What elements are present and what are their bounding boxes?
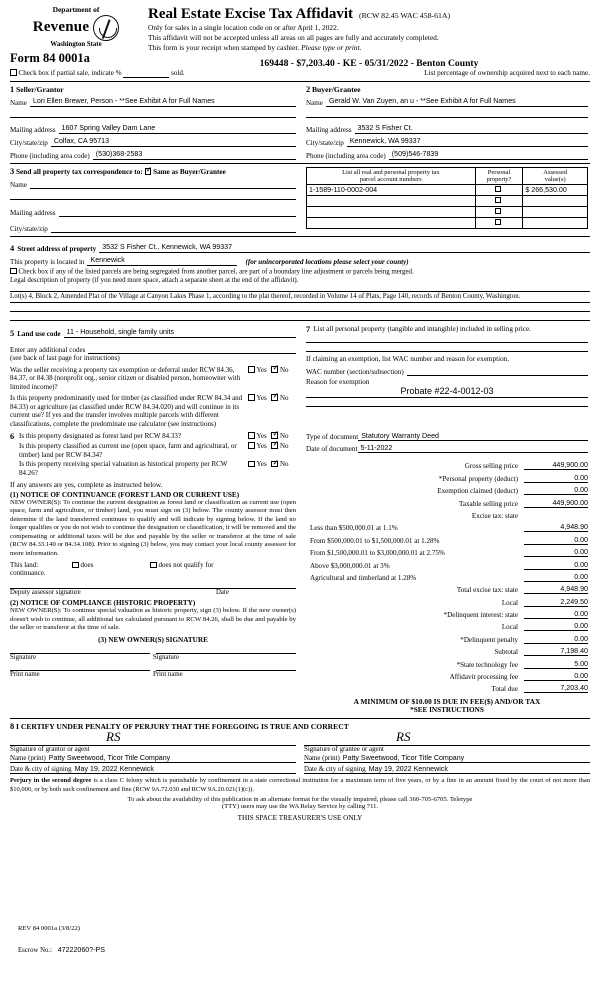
seller-heading: Seller/Grantor xyxy=(15,84,64,94)
segregation-label: Check box if any of the listed parcels are being segregated from another parcel, are part of a boundary line adjustment or parcels being merged. xyxy=(18,268,414,276)
land-does-label: does xyxy=(80,561,94,570)
doc-date-value[interactable]: 5-11-2022 xyxy=(358,444,589,453)
section4-heading: Street address of property xyxy=(17,244,97,253)
table-row xyxy=(307,206,588,217)
this-land-label: This land: xyxy=(10,561,39,570)
assessed-value-0[interactable]: $ 266,530.00 xyxy=(523,184,588,195)
partial-sale-input[interactable] xyxy=(123,69,169,78)
new-owner-print1-label: Print name xyxy=(10,670,40,678)
s6q3-no-checkbox[interactable] xyxy=(271,461,278,468)
buyer-name-label: Name xyxy=(306,98,323,107)
parcel-number-3[interactable] xyxy=(307,217,476,228)
personal-property-1[interactable] xyxy=(475,195,523,206)
escrow-label: Escrow No.: xyxy=(18,947,52,954)
buyer-name-value[interactable]: Gerald W. Van Zuyen, an u - **See Exhibit A for Full Names xyxy=(326,97,588,107)
buyer-heading: Buyer/Grantee xyxy=(311,84,361,94)
amount-label: Subtotal xyxy=(494,648,518,657)
percentage-note: List percentage of ownership acquired next to each name. xyxy=(424,68,590,77)
corr-mailing-label: Mailing address xyxy=(10,208,56,217)
section6-q2-answers[interactable] xyxy=(248,442,296,450)
new-owner-print2-label: Print name xyxy=(153,670,183,678)
grantor-name-value[interactable]: Patty Sweetwood, Ticor Title Company xyxy=(48,754,171,763)
personal-property-line-2[interactable] xyxy=(306,343,588,352)
personal-property-2[interactable] xyxy=(475,206,523,217)
section6-q2-text: Is this property classified as current use (open space, farm and agricultural, or timber) land per RCW 84.34? xyxy=(19,441,237,459)
reason-exemption-line-2[interactable] xyxy=(306,398,588,407)
if-any-yes-note: If any answers are yes, complete as instructed below. xyxy=(10,480,163,489)
see-instructions-note: *SEE INSTRUCTIONS xyxy=(410,706,484,715)
corr-name-value[interactable] xyxy=(30,179,296,189)
buyer-citystate-label: City/state/zip xyxy=(306,138,344,147)
amount-label: From $1,500,000.01 to $3,000,000.01 at 2.75% xyxy=(310,549,445,558)
q2-no-label: No xyxy=(279,393,289,402)
correspondence-section xyxy=(10,167,590,233)
amount-value[interactable]: 449,900.00 xyxy=(524,499,588,508)
amount-label: *Personal property (deduct) xyxy=(438,474,518,483)
minimum-due-note: A MINIMUM OF $10.00 IS DUE IN FEE($) AND/OR TAX xyxy=(353,697,541,707)
partial-sale-sold: sold. xyxy=(171,68,185,77)
section6-and-amounts xyxy=(10,432,590,714)
legal-description-text[interactable]: Lot(s) 4, Block 2, Amended Plat of the Village at Canyon Lakes Phase 1, according to the plat thereof, recorded in Volume 14 of Plats, Page 140, records of Benton County, Washington. xyxy=(10,292,590,302)
same-as-buyer-checkbox[interactable] xyxy=(145,168,152,175)
amount-value[interactable]: 5.00 xyxy=(524,660,588,669)
personal-checkbox-2[interactable] xyxy=(495,208,502,215)
corr-name-line-2[interactable] xyxy=(10,190,296,200)
parcel-table xyxy=(306,167,588,229)
department-line: Department of xyxy=(52,5,100,14)
personal-checkbox-3[interactable] xyxy=(495,219,502,226)
section6-block xyxy=(10,432,302,714)
assessed-value-3[interactable] xyxy=(523,217,588,228)
parcel-col-header: List all real and personal property tax parcel account numbers xyxy=(307,167,476,184)
amount-value[interactable]: 4,948.90 xyxy=(524,585,588,594)
section8-heading: I CERTIFY UNDER PENALTY OF PERJURY THAT THE FOREGOING IS TRUE AND CORRECT xyxy=(15,722,349,732)
assessed-value-1[interactable] xyxy=(523,195,588,206)
revision-footer: REV 84 0001a (3/8/22) xyxy=(18,925,80,932)
amount-value[interactable]: 0.00 xyxy=(524,486,588,495)
buyer-phone-label: Phone (including area code) xyxy=(306,151,386,160)
section5-number: 5 xyxy=(10,328,15,338)
section5-block xyxy=(10,325,302,429)
amount-row xyxy=(306,458,588,470)
amount-row xyxy=(306,582,588,594)
s6q1-yes-checkbox[interactable] xyxy=(248,432,255,439)
amount-row xyxy=(306,681,588,693)
personal-col-header: Personal property? xyxy=(475,167,523,184)
instruction-line-3-italic: Please type or print. xyxy=(301,42,362,52)
section4-number: 4 xyxy=(10,243,15,253)
located-in-value[interactable]: Kennewick xyxy=(87,256,237,266)
doc-type-label: Type of document xyxy=(306,432,359,441)
assessed-col-header: Assessed value(s) xyxy=(523,167,588,184)
grantee-signature-block xyxy=(304,729,590,774)
amount-row xyxy=(306,594,588,606)
perjury-heading: Perjury in the second degree xyxy=(10,777,92,785)
tax-calculation-list xyxy=(306,458,588,693)
form-number: Form 84 0001a xyxy=(10,50,90,65)
amount-label: Affidavit processing fee xyxy=(449,673,518,682)
parcel-number-2[interactable] xyxy=(307,206,476,217)
q1-yes-checkbox[interactable] xyxy=(248,366,255,373)
land-does-not-checkbox[interactable] xyxy=(150,562,157,569)
agency-block xyxy=(10,6,142,66)
amount-label: Above $3,000,000.01 at 3% xyxy=(310,561,390,570)
landuse-value[interactable]: 11 - Household, single family units xyxy=(64,328,296,338)
corr-name-label: Name xyxy=(10,180,27,189)
partial-sale-label: Check box if partial sale, indicate % xyxy=(18,68,122,77)
seller-citystate-value[interactable]: Colfax, CA 95713 xyxy=(51,137,296,147)
reason-exemption-value[interactable]: Probate #22-4-0012-03 xyxy=(306,386,588,398)
section6-q1-text: Is this property designated as forest land per RCW 84.33? xyxy=(19,431,182,440)
amount-row xyxy=(306,607,588,619)
s6q2-yes-label: Yes xyxy=(256,441,267,450)
grantee-date-value[interactable]: May 19, 2022 Kennewick xyxy=(368,765,448,774)
additional-codes-label: Enter any additional codes xyxy=(10,345,86,354)
section6-q3-answers[interactable] xyxy=(248,460,296,468)
amount-value[interactable]: 0.00 xyxy=(524,561,588,570)
doc-type-value[interactable]: Statutory Warranty Deed xyxy=(358,432,588,441)
s6q3-no-label: No xyxy=(279,460,289,469)
s6q3-yes-label: Yes xyxy=(256,460,267,469)
seller-phone-label: Phone (including area code) xyxy=(10,151,90,160)
page-title: Real Estate Excise Tax Affidavit xyxy=(148,6,353,22)
deputy-assessor-label: Deputy assessor signature xyxy=(10,589,81,597)
s6q1-yes-label: Yes xyxy=(256,431,267,440)
notice-continuance-title: (1) NOTICE OF CONTINUANCE (FOREST LAND OR CURRENT USE) xyxy=(10,490,240,499)
treasurer-space-label: THIS SPACE TREASURER'S USE ONLY xyxy=(237,814,363,823)
new-owner-sig1-label: Signature xyxy=(10,653,37,661)
section7-block xyxy=(302,325,588,429)
personal-checkbox-0[interactable] xyxy=(495,186,502,193)
grantor-date-label: Date & city of signing xyxy=(10,766,72,774)
seller-number: 1 xyxy=(10,84,15,94)
parties-section xyxy=(10,85,590,160)
amount-label: Taxable selling price xyxy=(459,499,518,508)
land-does-not-label: does not qualify for xyxy=(158,561,214,570)
seller-phone-value[interactable]: (530)368-2583 xyxy=(93,150,296,160)
section5-q1-text: Was the seller receiving a property tax exemption or deferral under RCW 84.36, 84.37, or 84.38 (nonprofit org., senior citizen or disabled person, homeowner with limited income)? xyxy=(10,365,241,392)
seller-name-label: Name xyxy=(10,98,27,107)
table-row xyxy=(307,184,588,195)
amount-value[interactable]: 449,900.00 xyxy=(524,461,588,470)
grantee-date-label: Date & city of signing xyxy=(304,766,366,774)
audit-stamp: 169448 - $7,203.40 - KE - 05/31/2022 - Benton County xyxy=(259,57,479,69)
amount-value[interactable]: 0.00 xyxy=(524,474,588,483)
parcel-number-0[interactable]: 1-1589-110-0002-004 xyxy=(307,184,476,195)
grantor-date-value[interactable]: May 19, 2022 Kennewick xyxy=(74,765,154,774)
amount-value[interactable]: 7,203.40 xyxy=(524,684,588,693)
divider-4 xyxy=(10,718,590,719)
divider-3 xyxy=(10,236,590,237)
amount-label: From $500,000.01 to $1,500,000.01 at 1.28% xyxy=(310,536,440,545)
deputy-date-label: Date xyxy=(216,589,229,597)
tty-note-2: (TTY) users may use the WA Relay Service by calling 711. xyxy=(221,803,379,811)
deputy-assessor-signature-line[interactable] xyxy=(10,577,296,589)
amounts-block xyxy=(302,432,588,714)
amount-value[interactable]: 2,249.50 xyxy=(524,598,588,607)
street-address-value[interactable]: 3532 S Fisher Ct., Kennewick, WA 99337 xyxy=(99,243,590,253)
amount-value[interactable]: 0.00 xyxy=(524,548,588,557)
buyer-mailing-value[interactable]: 3532 S Fisher Ct. xyxy=(355,124,588,134)
amount-row xyxy=(306,669,588,681)
new-owner-sig2-label: Signature xyxy=(153,653,180,661)
seller-name-line-2[interactable] xyxy=(10,108,296,118)
s6q2-no-checkbox[interactable] xyxy=(271,442,278,449)
s6q2-yes-checkbox[interactable] xyxy=(248,442,255,449)
amount-value[interactable]: 0.00 xyxy=(524,573,588,582)
legal-desc-line-4[interactable] xyxy=(10,312,590,321)
section8-number: 8 xyxy=(10,722,15,732)
seller-name-value[interactable]: Lori Ellen Brewer, Person - **See Exhibit A for Full Names xyxy=(30,97,296,107)
section7-number: 7 xyxy=(306,324,311,334)
amount-label: Agricultural and timberland at 1.28% xyxy=(310,573,417,582)
located-in-note: (for unincorporated locations please select your county) xyxy=(245,257,409,266)
amount-row xyxy=(306,520,588,532)
land-does-checkbox[interactable] xyxy=(72,562,79,569)
table-row xyxy=(307,217,588,228)
amount-value[interactable]: 0.00 xyxy=(524,635,588,644)
tty-note-1: To ask about the availability of this publication in an alternate format for the visually impaired, please call 360-705-6705. Teletype xyxy=(127,796,473,804)
amount-label: Exemption claimed (deduct) xyxy=(437,487,518,496)
amount-label: *State technology fee xyxy=(456,660,518,669)
amount-value[interactable]: 4,948.90 xyxy=(524,523,588,532)
section3-number: 3 xyxy=(10,166,15,176)
grantee-name-value[interactable]: Patty Sweetwood, Ticor Title Company xyxy=(342,754,465,763)
amount-label: *Delinquent interest: state xyxy=(443,611,518,620)
q1-no-label: No xyxy=(279,365,289,374)
section3-heading: Send all property tax correspondence to: xyxy=(15,166,143,176)
q2-yes-checkbox[interactable] xyxy=(248,394,255,401)
additional-codes-value[interactable] xyxy=(88,344,296,354)
seller-citystate-label: City/state/zip xyxy=(10,138,48,147)
instruction-line-2: This affidavit will not be accepted unless all areas on all pages are fully and accurately completed. xyxy=(148,32,439,42)
amount-row xyxy=(306,619,588,631)
amount-label: Less than $500,000.01 at 1.1% xyxy=(310,524,398,533)
new-owner-signature-title: (3) NEW OWNER(S) SIGNATURE xyxy=(98,635,208,644)
perjury-text: is a class C felony which is punishable by confinement in a state correctional institution for a maximum term of five years, or by a fine in an amount fixed by the court of not more than $10,000, or by both such confinement and fine (RCW 9A.72.030 and RCW 9A.20.021(1)(c)). xyxy=(10,777,591,793)
q1-no-checkbox[interactable] xyxy=(271,366,278,373)
amount-label: Local xyxy=(501,598,518,607)
section5-q2-text xyxy=(10,394,248,429)
divider-1 xyxy=(10,81,590,82)
parcel-number-1[interactable] xyxy=(307,195,476,206)
form-header xyxy=(10,6,590,77)
section6-q3-text: Is this property receiving special valuation as historical property per RCW 84.26? xyxy=(19,460,228,478)
reason-exemption-label: Reason for exemption xyxy=(306,378,370,387)
table-row xyxy=(307,195,588,206)
amount-label: Gross selling price xyxy=(464,462,518,471)
amount-row xyxy=(306,470,588,482)
personal-property-3[interactable] xyxy=(475,217,523,228)
amount-row xyxy=(306,545,588,557)
s6q2-no-label: No xyxy=(279,441,289,450)
notice-continuance-body: NEW OWNER(S): To continue the current designation as forest land or classification as current use (open space, farm and agriculture, or timber) land, you must sign on (3) below. The county assessor must then determine if the land transferred continues to qualify and will indicate by signing below. If the land no longer qualifies or you do not wish to continue the designation or classification, it will be removed and the compensating or additional taxes will be due and payable by the seller or transferor at the time of sale (RCW 84.33.140 or 84.34.108). Prior to signing (3) below, you may contact your local county assessor for more information. xyxy=(10,498,296,557)
escrow-footer xyxy=(18,946,105,954)
see-back-note: (see back of last page for instructions) xyxy=(10,353,120,362)
corr-mailing-value[interactable] xyxy=(59,207,296,217)
amount-label: *Delinquent penalty xyxy=(460,635,518,644)
amount-label: Total excise tax: state xyxy=(456,586,518,595)
corr-citystate-value[interactable] xyxy=(51,223,296,233)
amount-row xyxy=(306,644,588,656)
buyer-name-line-2[interactable] xyxy=(306,108,588,118)
grantor-signature-label: Signature of grantor or agent xyxy=(10,746,90,754)
exemption-note: If claiming an exemption, list WAC number and reason for exemption. xyxy=(306,355,510,364)
q1-yes-label: Yes xyxy=(256,365,267,374)
amount-value[interactable]: 0.00 xyxy=(524,622,588,631)
instruction-line-3: This form is your receipt when stamped by cashier. xyxy=(148,42,302,52)
washington-state-label: Washington State xyxy=(50,40,102,48)
amount-label: Excise tax: state xyxy=(471,511,518,520)
notice-compliance-title: (2) NOTICE OF COMPLIANCE (HISTORIC PROPERTY) xyxy=(10,599,196,608)
grantee-signature-mark[interactable]: RS xyxy=(396,729,411,745)
buyer-mailing-label: Mailing address xyxy=(306,125,352,134)
instruction-line-1: Only for sales in a single location code on or after April 1, 2022. xyxy=(148,23,339,32)
amount-row xyxy=(306,557,588,569)
personal-checkbox-1[interactable] xyxy=(495,197,502,204)
notice-compliance-body: NEW OWNER(S): To continue special valuation as historic property, sign (3) below. If the new owner(s) doesn't wish to continue, all additional tax calculated pursuant to RCW 84.26, shall be due and payable by the seller or transferor at the time of sale. xyxy=(10,607,296,632)
legal-desc-line-1[interactable] xyxy=(10,284,590,292)
personal-property-0[interactable] xyxy=(475,184,523,195)
section5-q2-answers[interactable] xyxy=(248,394,296,402)
continuance-label: continuance. xyxy=(10,569,46,578)
amount-label: Total due xyxy=(491,685,518,694)
wac-number-label: WAC number (section/subsection) xyxy=(306,368,404,377)
grantor-signature-mark[interactable]: RS xyxy=(106,729,121,745)
s6q1-no-label: No xyxy=(279,431,289,440)
amount-row xyxy=(306,656,588,668)
amount-label: Local xyxy=(501,623,518,632)
buyer-number: 2 xyxy=(306,84,311,94)
q2-no-checkbox[interactable] xyxy=(271,394,278,401)
amount-value[interactable]: 7,198.40 xyxy=(524,647,588,656)
amount-row xyxy=(306,495,588,507)
corr-citystate-label: City/state/zip xyxy=(10,224,48,233)
certification-section xyxy=(10,722,590,822)
seller-mailing-value[interactable]: 1607 Spring Valley Dam Lane xyxy=(59,124,296,134)
legal-desc-line-3[interactable] xyxy=(10,303,590,312)
legal-description-label: Legal description of property (if you need more space, attach a separate sheet at the end of the affidavit). xyxy=(10,277,299,285)
q2-yes-label: Yes xyxy=(256,393,267,402)
doc-date-label: Date of document xyxy=(306,444,358,453)
property-address-section xyxy=(10,240,590,321)
revenue-wordmark: Revenue xyxy=(32,19,90,36)
grantee-name-label: Name (print) xyxy=(304,755,340,763)
buyer-block xyxy=(302,85,588,160)
located-in-label: This property is located in xyxy=(10,257,85,266)
same-as-buyer-label: Same as Buyer/Grantee xyxy=(153,167,226,176)
state-seal-icon xyxy=(93,15,119,41)
partial-sale-checkbox[interactable] xyxy=(10,69,17,76)
amount-row xyxy=(306,532,588,544)
amount-row xyxy=(306,483,588,495)
assessed-value-2[interactable] xyxy=(523,206,588,217)
seller-block xyxy=(10,85,302,160)
buyer-phone-value[interactable]: (509)546-7839 xyxy=(389,150,588,160)
wac-number-value[interactable] xyxy=(407,366,588,376)
section5-q2-body: Is this property predominantly used for timber (as classified under RCW 84.34 and 84.33) or agriculture (as classified under RCW 84.34.020) and will continue in its current use? If yes and the transfer involves multiple parcels with different classifications, complete the predominate use calculator (see instructions) xyxy=(10,393,243,429)
amount-row xyxy=(306,631,588,643)
parcel-table-header xyxy=(307,167,588,184)
amount-row xyxy=(306,570,588,582)
section6-number: 6 xyxy=(10,431,15,441)
landuse-and-personal-section xyxy=(10,325,590,429)
s6q3-yes-checkbox[interactable] xyxy=(248,461,255,468)
amount-value[interactable]: 0.00 xyxy=(524,672,588,681)
amount-value[interactable]: 0.00 xyxy=(524,536,588,545)
buyer-citystate-value[interactable]: Kennewick, WA 99337 xyxy=(347,137,588,147)
amount-value[interactable]: 0.00 xyxy=(524,610,588,619)
s6q1-no-checkbox[interactable] xyxy=(271,432,278,439)
personal-property-line-1[interactable] xyxy=(306,334,588,343)
grantee-signature-label: Signature of grantee or agent xyxy=(304,746,384,754)
rcw-reference: (RCW 82.45 WAC 458-61A) xyxy=(359,11,451,20)
landuse-label: Land use code xyxy=(17,329,61,338)
grantor-name-label: Name (print) xyxy=(10,755,46,763)
section7-heading: List all personal property (tangible and intangible) included in selling price. xyxy=(313,324,531,333)
amount-row xyxy=(306,508,588,520)
escrow-value: 47222060?-PS xyxy=(57,946,106,954)
divider-2 xyxy=(10,163,590,164)
grantor-signature-block xyxy=(10,729,304,774)
section5-q1-answers[interactable] xyxy=(248,366,296,374)
segregation-checkbox[interactable] xyxy=(10,268,17,275)
seller-mailing-label: Mailing address xyxy=(10,125,56,134)
